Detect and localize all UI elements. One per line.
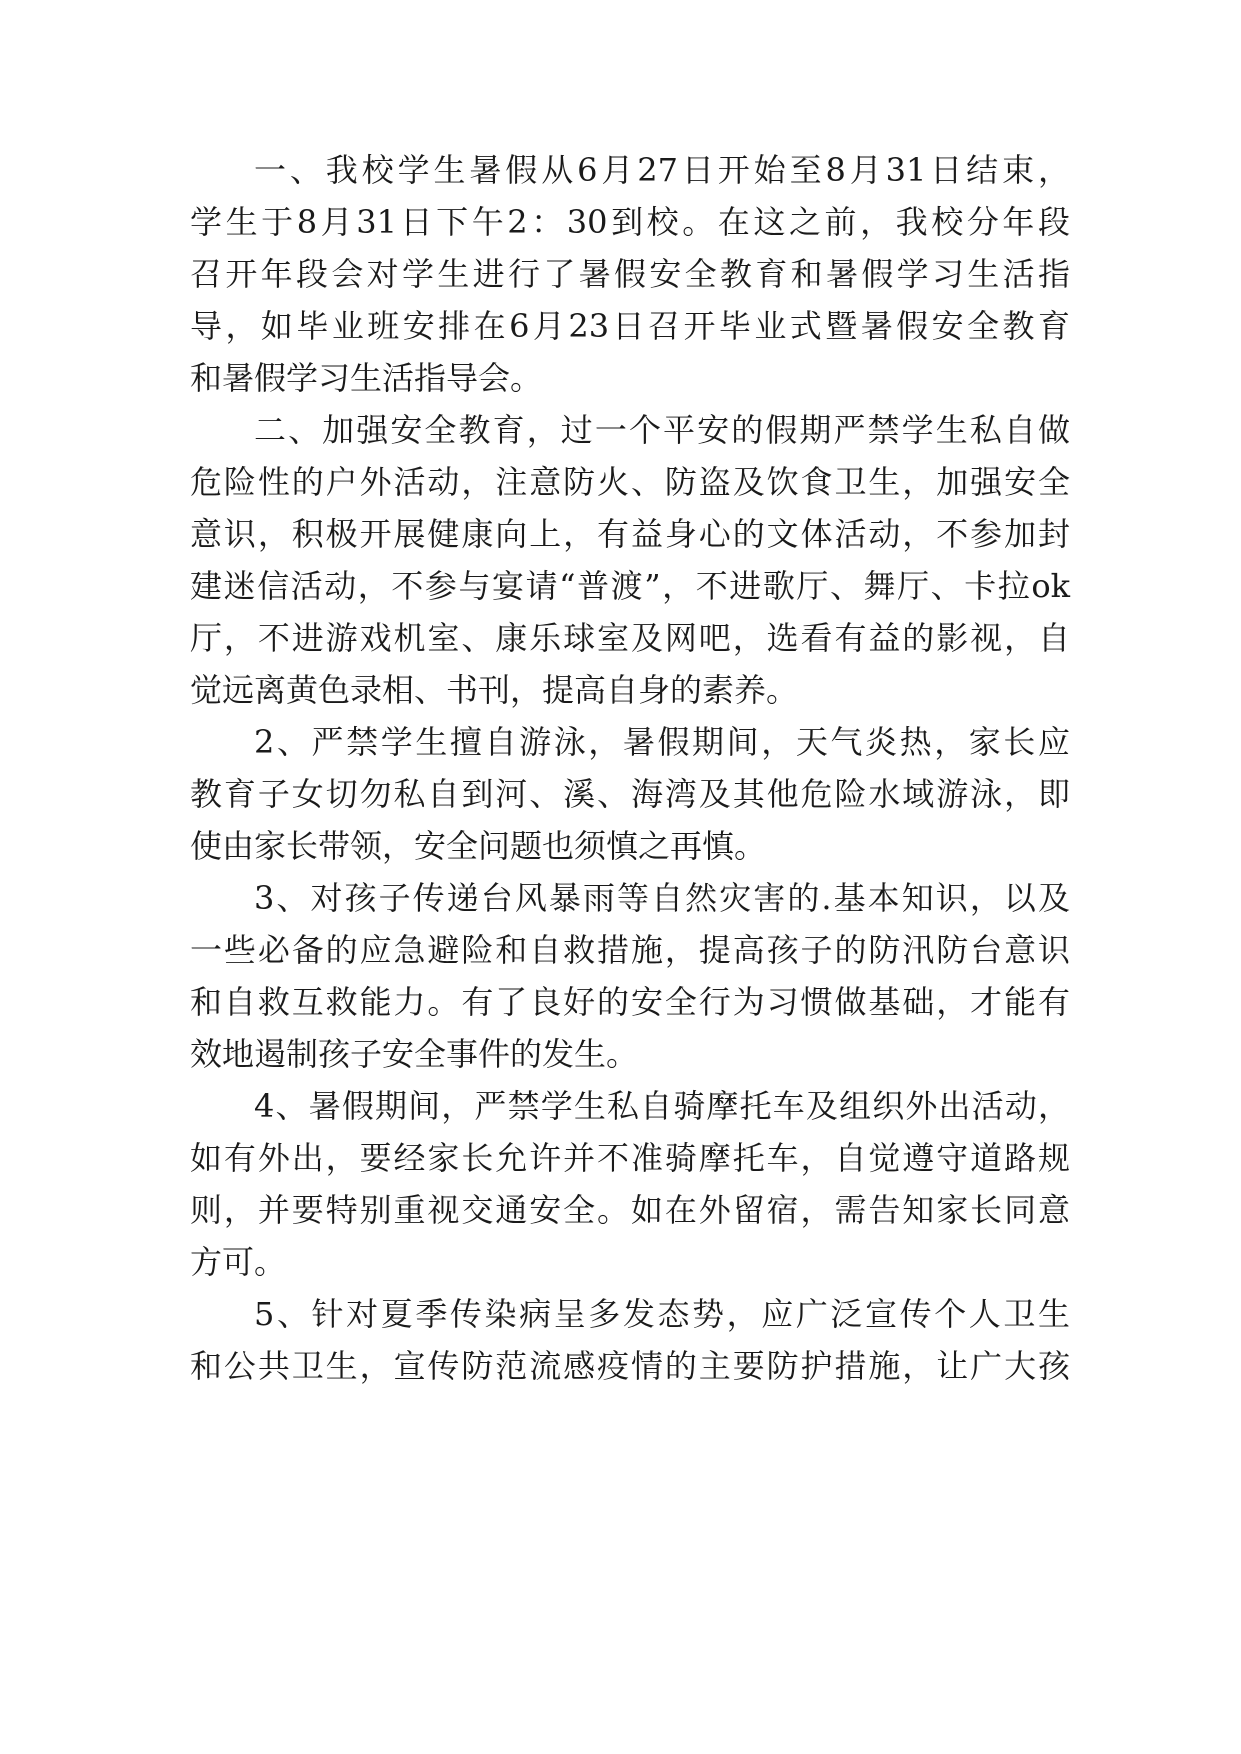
paragraph-1-line-5: 和暑假学习生活指导会。 bbox=[190, 359, 543, 397]
paragraph-1-line-3: 召开年段会对学生进行了暑假安全教育和暑假学习生活指 bbox=[190, 255, 1070, 293]
paragraph-2-line-6: 觉远离黄色录相、书刊，提高自身的素养。 bbox=[190, 671, 799, 709]
paragraph-5-line-3: 则，并要特别重视交通安全。如在外留宿，需告知家长同意 bbox=[190, 1191, 1070, 1229]
paragraph-3-line-1: 2、严禁学生擅自游泳，暑假期间，天气炎热，家长应 bbox=[254, 723, 1070, 761]
paragraph-2-line-5: 厅，不进游戏机室、康乐球室及网吧，选看有益的影视，自 bbox=[190, 619, 1070, 657]
paragraph-1-line-4: 导，如毕业班安排在6月23日召开毕业式暨暑假安全教育 bbox=[190, 307, 1070, 345]
paragraph-2-line-4: 建迷信活动，不参与宴请“普渡”，不进歌厅、舞厅、卡拉ok bbox=[190, 567, 1070, 605]
paragraph-1-line-2: 学生于8月31日下午2：30到校。在这之前，我校分年段 bbox=[190, 203, 1070, 241]
paragraph-2-line-2: 危险性的户外活动，注意防火、防盗及饮食卫生，加强安全 bbox=[190, 463, 1070, 501]
paragraph-5-line-1: 4、暑假期间，严禁学生私自骑摩托车及组织外出活动， bbox=[254, 1087, 1070, 1125]
paragraph-2-line-3: 意识，积极开展健康向上，有益身心的文体活动，不参加封 bbox=[190, 515, 1070, 553]
paragraph-4-line-4: 效地遏制孩子安全事件的发生。 bbox=[190, 1035, 639, 1073]
paragraph-6-line-1: 5、针对夏季传染病呈多发态势，应广泛宣传个人卫生 bbox=[254, 1295, 1070, 1333]
paragraph-5-line-4: 方可。 bbox=[190, 1243, 287, 1281]
paragraph-5-line-2: 如有外出，要经家长允许并不准骑摩托车，自觉遵守道路规 bbox=[190, 1139, 1070, 1177]
paragraph-3-line-3: 使由家长带领，安全问题也须慎之再慎。 bbox=[190, 827, 767, 865]
paragraph-1-line-1: 一、我校学生暑假从6月27日开始至8月31日结束， bbox=[254, 151, 1070, 189]
paragraph-4-line-2: 一些必备的应急避险和自救措施，提高孩子的防汛防台意识 bbox=[190, 931, 1070, 969]
paragraph-6-line-2: 和公共卫生，宣传防范流感疫情的主要防护措施，让广大孩 bbox=[190, 1347, 1070, 1385]
paragraph-4-line-3: 和自救互救能力。有了良好的安全行为习惯做基础，才能有 bbox=[190, 983, 1070, 1021]
paragraph-3-line-2: 教育子女切勿私自到河、溪、海湾及其他危险水域游泳，即 bbox=[190, 775, 1070, 813]
paragraph-2-line-1: 二、加强安全教育，过一个平安的假期严禁学生私自做 bbox=[254, 411, 1070, 449]
paragraph-4-line-1: 3、对孩子传递台风暴雨等自然灾害的.基本知识，以及 bbox=[254, 879, 1070, 917]
